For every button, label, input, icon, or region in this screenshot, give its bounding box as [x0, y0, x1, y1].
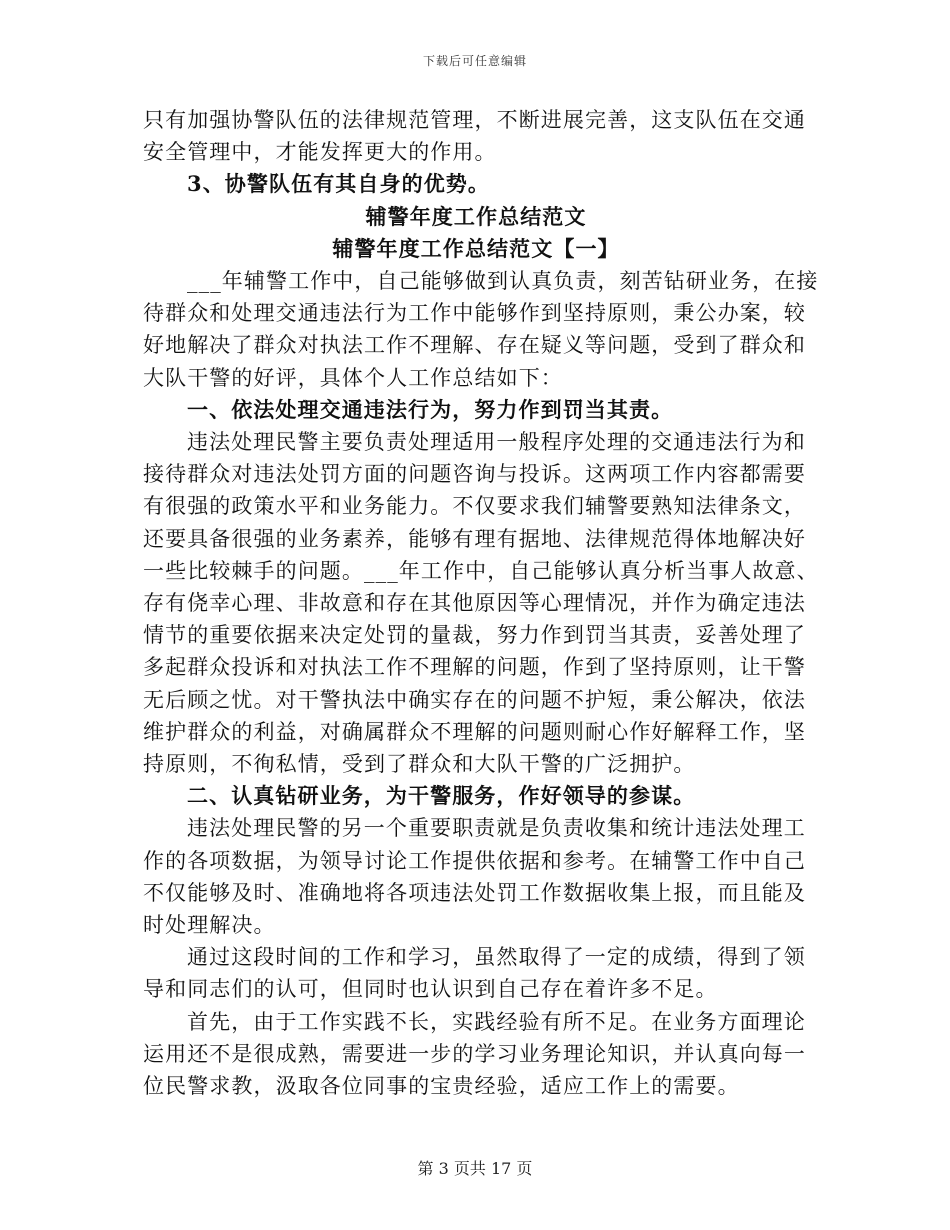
text-line: 维护群众的利益，对确属群众不理解的问题则耐心作好解释工作，坚 — [143, 719, 806, 744]
text-line: 安全管理中，才能发挥更大的作用。 — [143, 140, 497, 165]
text-line: 运用还不是很成熟，需要进一步的学习业务理论知识，并认真向每一 — [143, 1041, 806, 1066]
text-line: 3、协警队伍有其自身的优势。 — [187, 171, 491, 197]
text-line: 只有加强协警队伍的法律规范管理，不断进展完善，这支队伍在交通 — [143, 108, 806, 132]
text-line: 无后顾之忧。对干警执法中确实存在的问题不护短，秉公解决，依法 — [143, 687, 806, 712]
header-note: 下载后可任意编辑 — [422, 54, 527, 68]
text-line: 时处理解决。 — [143, 913, 276, 938]
document-body — [143, 104, 819, 1102]
text-line: ___年辅警工作中，自己能够做到认真负责，刻苦钻研业务，在接 — [187, 269, 819, 294]
text-line: 通过这段时间的工作和学习，虽然取得了一定的成绩，得到了领 — [187, 945, 806, 970]
text-line: 位民警求教，汲取各位同事的宝贵经验，适应工作上的需要。 — [143, 1074, 740, 1099]
text-line: 一、依法处理交通违法行为，努力作到罚当其责。 — [187, 396, 674, 422]
text-line: 情节的重要依据来决定处罚的量裁，努力作到罚当其责，妥善处理了 — [143, 623, 806, 648]
text-line: 首先，由于工作实践不长，实践经验有所不足。在业务方面理论 — [187, 1009, 806, 1034]
text-line: 辅警年度工作总结范文 — [365, 203, 587, 229]
text-line: 二、认真钻研业务，为干警服务，作好领导的参谋。 — [187, 783, 696, 809]
text-line: 作的各项数据，为领导讨论工作提供依据和参考。在辅警工作中自己 — [143, 848, 806, 873]
text-line: 一些比较棘手的问题。___年工作中，自己能够认真分析当事人故意、 — [143, 558, 819, 583]
text-line: 持原则，不徇私情，受到了群众和大队干警的广泛拥护。 — [143, 752, 696, 777]
text-line: 接待群众对违法处罚方面的问题咨询与投诉。这两项工作内容都需要 — [143, 462, 806, 487]
text-line: 好地解决了群众对执法工作不理解、存在疑义等问题，受到了群众和 — [143, 333, 806, 358]
text-line: 存有侥幸心理、非故意和存在其他原因等心理情况，并作为确定违法 — [143, 591, 806, 616]
text-line: 导和同志们的认可，但同时也认识到自己存在着许多不足。 — [143, 977, 718, 1002]
text-line: 不仅能够及时、准确地将各项违法处罚工作数据收集上报，而且能及 — [143, 880, 806, 905]
text-line: 违法处理民警的另一个重要职责就是负责收集和统计违法处理工 — [187, 816, 806, 841]
text-line: 多起群众投诉和对执法工作不理解的问题，作到了坚持原则，让干警 — [143, 655, 806, 680]
page-number: 第 3 页共 17 页 — [417, 1159, 533, 1178]
text-line: 还要具备很强的业务素养，能够有理有据地、法律规范得体地解决好 — [143, 526, 806, 551]
text-line: 有很强的政策水平和业务能力。不仅要求我们辅警要熟知法律条文， — [143, 494, 806, 519]
text-line: 违法处理民警主要负责处理适用一般程序处理的交通违法行为和 — [187, 430, 806, 455]
text-line: 辅警年度工作总结范文【一】 — [332, 235, 620, 261]
text-line: 待群众和处理交通违法行为工作中能够作到坚持原则，秉公办案，较 — [143, 301, 806, 326]
text-line: 大队干警的好评，具体个人工作总结如下： — [143, 365, 563, 390]
